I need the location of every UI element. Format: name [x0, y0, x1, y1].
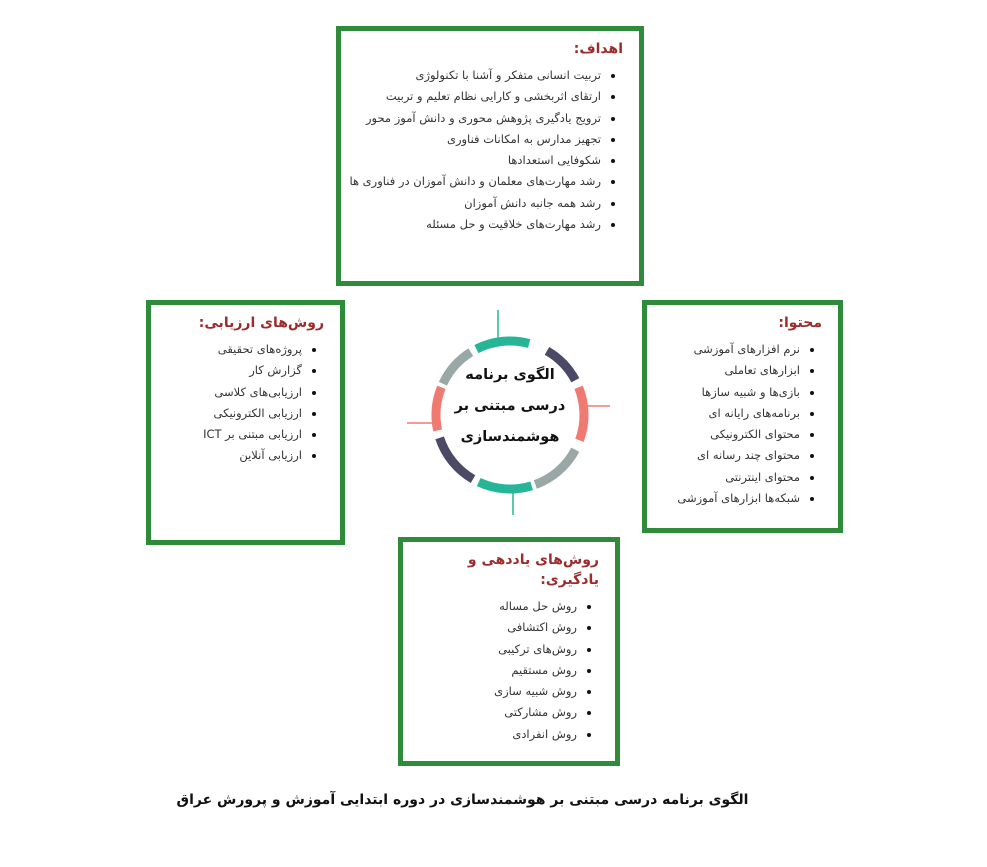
- evaluation-list: [161, 339, 324, 467]
- list-item: • شبکه‌ها ابزارهای آموزشی: [657, 488, 800, 509]
- goals-title: اهداف:: [573, 41, 623, 57]
- list-item: • روش اکتشافی: [413, 617, 577, 638]
- center-title: [445, 360, 575, 453]
- center-title-line: هوشمندسازی: [460, 429, 560, 445]
- goals-list: [351, 65, 623, 235]
- evaluation-box: [146, 300, 345, 545]
- center-title-line: الگوی برنامه: [465, 367, 555, 383]
- methods-list: [413, 596, 599, 745]
- ring-segment-teal: [479, 482, 532, 489]
- list-item: • محتوای اینترنتی: [657, 467, 800, 488]
- list-item: • ارزیابی الکترونیکی: [161, 403, 302, 424]
- list-item: • روش مشارکتی: [413, 702, 577, 723]
- list-item: • برنامه‌های رایانه ای: [657, 403, 800, 424]
- list-item: • روش‌های ترکیبی: [413, 639, 577, 660]
- ring-segment-coral: [436, 387, 441, 430]
- list-item: • ارتقای اثربخشی و کارایی نظام تعلیم و تربیت: [351, 86, 601, 107]
- methods-title: روش‌های یاددهی و یادگیری:: [467, 552, 599, 588]
- goals-box: [336, 26, 644, 286]
- list-item: • روش انفرادی: [413, 724, 577, 745]
- list-item: • محتوای چند رسانه ای: [657, 445, 800, 466]
- list-item: • بازی‌ها و شبیه سازها: [657, 382, 800, 403]
- list-item: • شکوفایی استعدادها: [351, 150, 601, 171]
- list-item: • نرم افزارهای آموزشی: [657, 339, 800, 360]
- list-item: • ارزیابی‌های کلاسی: [161, 382, 302, 403]
- list-item: • گزارش کار: [161, 360, 302, 381]
- list-item: • پروژه‌های تحقیقی: [161, 339, 302, 360]
- list-item: • ارزیابی مبتنی بر ICT: [161, 424, 302, 445]
- list-item: • روش حل مساله: [413, 596, 577, 617]
- ring-segment-teal: [476, 341, 529, 349]
- list-item: • تربیت انسانی متفکر و آشنا با تکنولوژی: [351, 65, 601, 86]
- list-item: • رشد همه جانبه دانش آموزان: [351, 193, 601, 214]
- list-item: • ابزارهای تعاملی: [657, 360, 800, 381]
- content-title: محتوا:: [778, 315, 822, 331]
- list-item: • روش مستقیم: [413, 660, 577, 681]
- figure-caption: الگوی برنامه درسی مبتنی بر هوشمندسازی در دوره ابتدایی آموزش و پرورش عراق: [176, 792, 749, 808]
- list-item: • روش شبیه سازی: [413, 681, 577, 702]
- list-item: • رشد مهارت‌های خلاقیت و حل مسئله: [351, 214, 601, 235]
- methods-box: [398, 537, 620, 766]
- list-item: • ترویج یادگیری پژوهش محوری و دانش آموز محور: [351, 108, 601, 129]
- ring-segment-gray: [535, 450, 575, 485]
- content-box: [642, 300, 843, 533]
- list-item: • ارزیابی آنلاین: [161, 445, 302, 466]
- center-title-line: درسی مبتنی بر: [454, 398, 566, 414]
- list-item: • تجهیز مدارس به امکانات فناوری: [351, 129, 601, 150]
- ring-segment-coral: [579, 387, 584, 440]
- evaluation-title: روش‌های ارزیابی:: [198, 315, 324, 331]
- list-item: • محتوای الکترونیکی: [657, 424, 800, 445]
- content-list: [657, 339, 822, 509]
- list-item: • رشد مهارت‌های معلمان و دانش آموزان در فناوری ها: [351, 171, 601, 192]
